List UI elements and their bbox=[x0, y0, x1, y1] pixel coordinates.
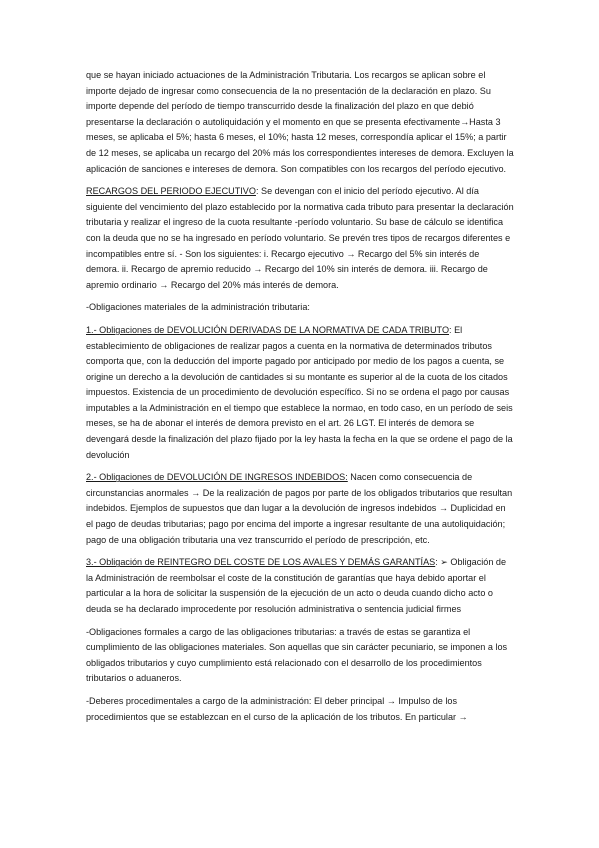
paragraph-text: : Se devengan con el inicio del período ejecutivo. Al día siguiente del vencimiento del plazo establecido por la normativa cada tributo para presentar la declaración tributaria y realizar el ingreso de la cuota resultante -período voluntario. Su base de cálculo se identifica con la deuda que no se ha ingresado en período voluntario. Se prevén tres tipos de recargos diferentes e incompatibles entre sí. - Son los siguientes: i. Recargo ejecutivo → Recargo del 5% sin interés de demora. ii. Recargo de apremio reducido → Recargo del 10% sin interés de demora. iii. Recargo de apremio ordinario → Recargo del 20% más interés de demora. bbox=[86, 186, 514, 290]
paragraph-text: : El establecimiento de obligaciones de realizar pagos a cuenta en la normativa de determinados tributos comporta que, con la deducción del importe pagado por anticipado por medio de los pagos a cuenta, se origine un derecho a la devolución de cantidades si su montante es superior al de la cuota de los citados impuestos. Existencia de un procedimiento de devolución específico. Si no se ordena el pago por causas imputables a la Administración en el tiempo que establece la normao, en todo caso, en un período de seis meses, se ha de abonar el interés de demora previsto en el art. 26 LGT. El interés de demora se devengará desde la finalización del plazo fijado por la ley hasta la fecha en la que se ordene el pago de la devolución bbox=[86, 324, 513, 460]
paragraph-text: -Obligaciones materiales de la administración tributaria: bbox=[86, 302, 310, 313]
paragraph-text: -Obligaciones formales a cargo de las obligaciones tributarias: a través de estas se garantiza el cumplimiento de las obligaciones materiales. Son aquellas que sin carácter pecuniario, se imponen a los obligados tributarios y cuyo cumplimiento está relacionado con el desarrollo de los procedimientos tributarios o aduaneros. bbox=[86, 626, 508, 684]
paragraph-text: que se hayan iniciado actuaciones de la Administración Tributaria. Los recargos se aplican sobre el importe dejado de ingresar como consecuencia de la no presentación de la declaración en plazo. Su importe depende del período de tiempo transcurrido desde la finalización del plazo en que debió presentarse la declaración o autoliquidación y el momento en que se presenta efectivamente→Hasta 3 meses, se aplicaba el 5%; hasta 6 meses, el 10%; hasta 12 meses, correspondía aplicar el 15%; a partir de 12 meses, se aplicaba un recargo del 20% más los correspondientes intereses de demora. Excluyen la aplicación de sanciones e intereses de demora. Son compatibles con los recargos del período ejecutivo. bbox=[86, 70, 514, 174]
paragraph-recargos-periodo-ejecutivo bbox=[86, 184, 514, 293]
paragraph-obligaciones-materiales bbox=[86, 300, 514, 316]
section-heading: 3.- Obligación de REINTEGRO DEL COSTE DE LOS AVALES Y DEMÁS GARANTÍAS bbox=[86, 557, 436, 568]
section-heading: RECARGOS DEL PERIODO EJECUTIVO bbox=[86, 186, 256, 197]
paragraph-text: : ➢ Obligación de la Administración de reembolsar el coste de la constitución de garantías que haya debido aportar el particular a la hora de solicitar la suspensión de la ejecución de un acto o deuda cuando dicho acto o deuda se ha declarado improcedente por resolución administrativa o sentencia judicial firmes bbox=[86, 557, 507, 614]
paragraph-text: -Deberes procedimentales a cargo de la administración: El deber principal → Impulso de los procedimientos que se establezcan en el curso de la aplicación de los tributos. En particular → bbox=[86, 695, 468, 722]
paragraph-devolucion-normativa bbox=[86, 323, 514, 463]
section-heading: 2.- Obligaciones de DEVOLUCIÓN DE INGRESOS INDEBIDOS: bbox=[86, 472, 348, 483]
paragraph-text: Nacen como consecuencia de circunstancias anormales → De la realización de pagos por parte de los obligados tributarios que resultan indebidos. Ejemplos de supuestos que dan lugar a la devolución de ingresos indebidos → Duplicidad en el pago de deudas tributarias; pago por encima del importe a ingresar resultante de una autoliquidación; pago de una obligación tributaria una vez transcurrido el período de prescripción, etc. bbox=[86, 472, 513, 545]
paragraph-recargos-extemporaneos bbox=[86, 68, 514, 177]
paragraph-reintegro-avales bbox=[86, 555, 514, 617]
paragraph-deberes-procedimentales bbox=[86, 694, 514, 725]
paragraph-obligaciones-formales bbox=[86, 625, 514, 687]
document-body bbox=[86, 68, 514, 732]
paragraph-devolucion-ingresos-indebidos bbox=[86, 470, 514, 548]
section-heading: 1.- Obligaciones de DEVOLUCIÓN DERIVADAS DE LA NORMATIVA DE CADA TRIBUTO bbox=[86, 324, 450, 335]
